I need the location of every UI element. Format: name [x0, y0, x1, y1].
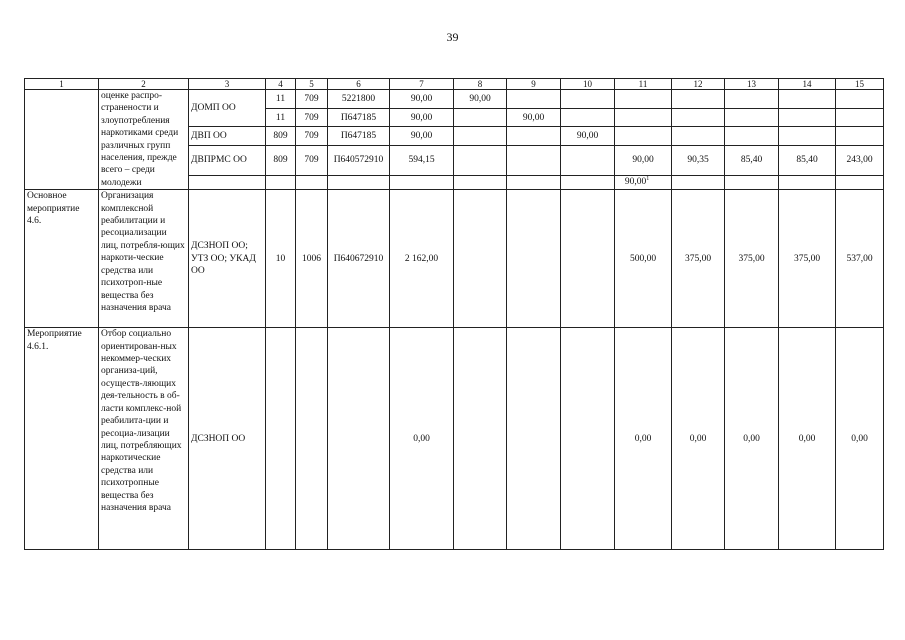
year-cell: 0,00	[725, 328, 779, 550]
year-cell	[672, 109, 725, 127]
year-cell: 85,40	[779, 145, 836, 175]
csr-cell	[328, 176, 390, 190]
year-cell	[561, 328, 615, 550]
col-header: 11	[615, 79, 672, 90]
col-header: 12	[672, 79, 725, 90]
year-cell	[836, 90, 884, 109]
rzpr-cell: 709	[296, 90, 328, 109]
year-cell	[454, 145, 507, 175]
col-header: 15	[836, 79, 884, 90]
rzpr-cell	[296, 176, 328, 190]
year-cell: 0,00	[615, 328, 672, 550]
year-cell	[507, 127, 561, 145]
activity-name: Мероприятие 4.6.1.	[25, 328, 99, 550]
year-cell	[836, 109, 884, 127]
executor-cell	[189, 176, 266, 190]
executor-cell: ДСЗНОП ОО; УТЗ ОО; УКАД ОО	[189, 190, 266, 328]
year-cell	[454, 190, 507, 328]
rzpr-cell: 1006	[296, 190, 328, 328]
col-header: 7	[390, 79, 454, 90]
grbs-cell: 11	[266, 109, 296, 127]
budget-table	[24, 78, 884, 550]
col-header: 13	[725, 79, 779, 90]
activity-name	[25, 90, 99, 190]
csr-cell: П647185	[328, 127, 390, 145]
year-cell: 90,00	[507, 109, 561, 127]
year-cell	[725, 127, 779, 145]
header-row	[25, 79, 884, 90]
grbs-cell: 809	[266, 127, 296, 145]
col-header: 10	[561, 79, 615, 90]
year-cell: 375,00	[725, 190, 779, 328]
year-cell: 0,00	[779, 328, 836, 550]
grbs-cell	[266, 176, 296, 190]
csr-cell	[328, 328, 390, 550]
year-cell: 90,35	[672, 145, 725, 175]
col-header: 5	[296, 79, 328, 90]
footnoted-value: 90,00	[624, 177, 647, 188]
rzpr-cell: 709	[296, 127, 328, 145]
csr-cell: П640672910	[328, 190, 390, 328]
rzpr-cell: 709	[296, 109, 328, 127]
year-cell: 500,00	[615, 190, 672, 328]
footnote-mark: 1	[646, 176, 650, 183]
grbs-cell	[266, 328, 296, 550]
csr-cell: П647185	[328, 109, 390, 127]
activity-description: Отбор социально ориентирован-ных некоммер-ческих организа-ций, осуществ-ляющих дея-тельность в об-ласти комплекс-ной реабилита-ции и ресоциа-лизации лиц, потребляющих наркотические средства или психотропные вещества без назначения врача	[99, 328, 189, 550]
csr-cell: 5221800	[328, 90, 390, 109]
table-row	[25, 328, 884, 550]
year-cell	[507, 145, 561, 175]
year-cell	[561, 109, 615, 127]
year-cell	[561, 145, 615, 175]
year-cell: 375,00	[779, 190, 836, 328]
total-cell: 90,00	[390, 90, 454, 109]
year-cell: 0,00	[672, 328, 725, 550]
rzpr-cell	[296, 328, 328, 550]
executor-cell: ДВП ОО	[189, 127, 266, 145]
executor-cell: ДСЗНОП ОО	[189, 328, 266, 550]
year-cell	[725, 90, 779, 109]
year-cell	[672, 176, 725, 190]
col-header: 14	[779, 79, 836, 90]
col-header: 2	[99, 79, 189, 90]
grbs-cell: 809	[266, 145, 296, 175]
year-cell	[672, 90, 725, 109]
year-cell	[615, 176, 672, 190]
col-header: 4	[266, 79, 296, 90]
year-cell	[561, 176, 615, 190]
year-cell	[725, 109, 779, 127]
year-cell	[779, 90, 836, 109]
total-cell: 0,00	[390, 328, 454, 550]
year-cell	[836, 127, 884, 145]
year-cell: 90,00	[615, 145, 672, 175]
total-cell: 594,15	[390, 145, 454, 175]
year-cell	[779, 109, 836, 127]
year-cell	[507, 190, 561, 328]
grbs-cell: 11	[266, 90, 296, 109]
table-row	[25, 190, 884, 328]
year-cell: 243,00	[836, 145, 884, 175]
executor-cell: ДВПРМС ОО	[189, 145, 266, 175]
year-cell	[779, 127, 836, 145]
col-header: 8	[454, 79, 507, 90]
total-cell: 2 162,00	[390, 190, 454, 328]
year-cell	[454, 127, 507, 145]
year-cell	[507, 176, 561, 190]
year-cell: 537,00	[836, 190, 884, 328]
grbs-cell: 10	[266, 190, 296, 328]
year-cell	[454, 328, 507, 550]
year-cell	[672, 127, 725, 145]
col-header: 1	[25, 79, 99, 90]
year-cell	[561, 190, 615, 328]
year-cell	[507, 90, 561, 109]
year-cell	[615, 127, 672, 145]
csr-cell: П640572910	[328, 145, 390, 175]
year-cell: 375,00	[672, 190, 725, 328]
executor-cell: ДОМП ОО	[189, 90, 266, 127]
activity-description: Организация комплексной реабилитации и ресоциализации лиц, потребля-ющих наркоти-ческие средства или психотроп-ные вещества без назначения врача	[99, 190, 189, 328]
col-header: 3	[189, 79, 266, 90]
year-cell	[615, 109, 672, 127]
year-cell	[454, 109, 507, 127]
table-row	[25, 90, 884, 109]
col-header: 9	[507, 79, 561, 90]
year-cell	[836, 176, 884, 190]
year-cell	[561, 90, 615, 109]
year-cell	[615, 90, 672, 109]
year-cell: 90,00	[561, 127, 615, 145]
year-cell	[725, 176, 779, 190]
year-cell	[779, 176, 836, 190]
total-cell	[390, 176, 454, 190]
year-cell: 85,40	[725, 145, 779, 175]
total-cell: 90,00	[390, 127, 454, 145]
rzpr-cell: 709	[296, 145, 328, 175]
page-number: 39	[446, 30, 459, 44]
total-cell: 90,00	[390, 109, 454, 127]
year-cell: 90,00	[454, 90, 507, 109]
activity-description: оценке распро-странености и злоупотребления наркотиками среди различных групп населения, прежде всего – среди молодежи	[99, 90, 189, 190]
year-cell: 0,00	[836, 328, 884, 550]
year-cell	[454, 176, 507, 190]
year-cell	[507, 328, 561, 550]
activity-name: Основное мероприятие 4.6.	[25, 190, 99, 328]
col-header: 6	[328, 79, 390, 90]
